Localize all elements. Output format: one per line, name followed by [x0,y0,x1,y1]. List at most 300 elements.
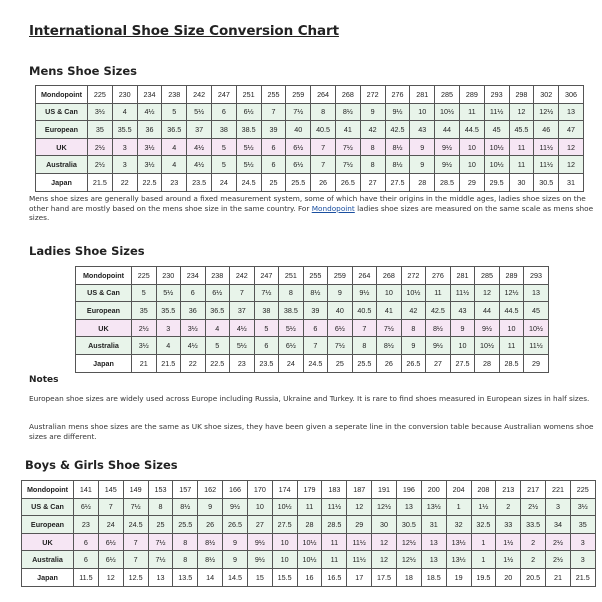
size-cell: 238 [205,267,230,285]
row-label: Australia [22,551,74,569]
size-cell: 10 [272,551,297,569]
size-cell: 45.5 [509,121,534,139]
row-label: UK [76,319,132,337]
size-cell: 10 [499,319,524,337]
size-cell: 3½ [88,103,113,121]
table-row [76,319,549,337]
size-cell: 26 [198,516,223,534]
size-cell: 38.5 [236,121,261,139]
mens-note: Mens shoe sizes are generally based around a fixed measurement system, some of which have their origins in the middle ages, ladies shoe sizes on the other hand are mostly based on the mens shoe size in the same country. For Mondopoint ladies shoe sizes are measured on the same scale as mens shoe sizes. [29,194,594,223]
size-cell: 33.5 [521,516,546,534]
size-cell: 23 [162,173,187,191]
size-cell: 141 [74,481,99,499]
size-cell: 225 [132,267,157,285]
size-cell: 12 [372,533,397,551]
kids-size-table [21,480,596,587]
size-cell: 23.5 [187,173,212,191]
size-cell: 5½ [230,337,255,355]
size-cell: 7½ [123,498,148,516]
size-cell: 4 [112,103,137,121]
mens-size-table [35,85,584,192]
size-cell: 27 [247,516,272,534]
table-row [76,354,549,372]
size-cell: 6 [261,156,286,174]
size-cell: 306 [559,86,584,104]
size-cell: 8 [279,284,304,302]
size-cell: 11½ [322,498,347,516]
size-cell: 30 [509,173,534,191]
size-cell: 41 [377,302,402,320]
size-cell: 35 [88,121,113,139]
size-cell: 289 [459,86,484,104]
size-cell: 36 [181,302,206,320]
size-cell: 9 [410,156,435,174]
size-cell: 157 [173,481,198,499]
size-cell: 17.5 [372,568,397,586]
size-cell: 12 [475,284,500,302]
size-cell: 10½ [524,319,549,337]
size-cell: 25.5 [173,516,198,534]
size-cell: 272 [401,267,426,285]
size-cell: 4½ [181,337,206,355]
size-cell: 10½ [475,337,500,355]
size-cell: 11 [322,533,347,551]
size-cell: 38.5 [279,302,304,320]
table-row [22,481,596,499]
size-cell: 8½ [335,103,360,121]
size-cell: 9½ [426,337,451,355]
size-cell: 22.5 [137,173,162,191]
size-cell: 5 [211,138,236,156]
size-cell: 28.5 [499,354,524,372]
size-cell: 8½ [426,319,451,337]
size-cell: 242 [230,267,255,285]
size-cell: 7½ [335,156,360,174]
row-label: UK [36,138,88,156]
size-cell: 21.5 [156,354,181,372]
ladies-size-table [75,266,549,373]
size-cell: 29.5 [484,173,509,191]
size-cell: 204 [446,481,471,499]
size-cell: 34 [546,516,571,534]
size-cell: 30.5 [396,516,421,534]
notes-paragraph-2: Australian mens shoe sizes are the same as UK shoe sizes, they have been given a seperate line in the conversion table because Australian womens shoe sizes are different. [29,422,594,441]
size-cell: 9 [360,103,385,121]
size-cell: 8 [360,156,385,174]
size-cell: 191 [372,481,397,499]
size-cell: 10½ [272,498,297,516]
size-cell: 11 [297,498,322,516]
size-cell: 11 [322,551,347,569]
row-label: Australia [76,337,132,355]
row-label: Japan [76,354,132,372]
size-cell: 6 [181,284,206,302]
size-cell: 26.5 [223,516,248,534]
size-cell: 10½ [297,551,322,569]
size-cell: 6 [74,551,99,569]
size-cell: 18 [396,568,421,586]
size-cell: 18.5 [421,568,446,586]
size-cell: 3 [112,156,137,174]
size-cell: 187 [347,481,372,499]
table-row [36,86,584,104]
size-cell: 221 [546,481,571,499]
row-label: US & Can [36,103,88,121]
size-cell: 2 [496,498,521,516]
size-cell: 6½ [328,319,353,337]
size-cell: 12 [509,103,534,121]
size-cell: 9 [450,319,475,337]
size-cell: 9 [410,138,435,156]
size-cell: 28.5 [322,516,347,534]
size-cell: 9 [223,551,248,569]
size-cell: 10 [459,156,484,174]
size-cell: 20 [496,568,521,586]
mens-heading: Mens Shoe Sizes [29,64,138,78]
row-label: Mondopoint [76,267,132,285]
size-cell: 6 [303,319,328,337]
notes-heading: Notes [29,375,59,385]
table-row [36,103,584,121]
size-cell: 200 [421,481,446,499]
size-cell: 45 [484,121,509,139]
size-cell: 42.5 [426,302,451,320]
size-cell: 259 [328,267,353,285]
size-cell: 32.5 [471,516,496,534]
size-cell: 25 [148,516,173,534]
size-cell: 225 [88,86,113,104]
size-cell: 268 [377,267,402,285]
size-cell: 13.5 [173,568,198,586]
size-cell: 39 [261,121,286,139]
row-label: Mondopoint [36,86,88,104]
size-cell: 272 [360,86,385,104]
size-cell: 13½ [446,533,471,551]
size-cell: 285 [435,86,460,104]
size-cell: 40.5 [352,302,377,320]
size-cell: 25 [328,354,353,372]
size-cell: 8½ [198,533,223,551]
size-cell: 6½ [205,284,230,302]
row-label: European [76,302,132,320]
table-row [76,284,549,302]
size-cell: 170 [247,481,272,499]
size-cell: 2½ [88,156,113,174]
size-cell: 6½ [236,103,261,121]
size-cell: 11½ [450,284,475,302]
size-cell: 22.5 [205,354,230,372]
size-cell: 23 [74,516,99,534]
size-cell: 32 [446,516,471,534]
size-cell: 289 [499,267,524,285]
row-label: UK [22,533,74,551]
size-cell: 2½ [132,319,157,337]
size-cell: 9½ [385,103,410,121]
size-cell: 9½ [223,498,248,516]
table-row [36,138,584,156]
size-cell: 3½ [132,337,157,355]
size-cell: 10½ [484,138,509,156]
size-cell: 5½ [279,319,304,337]
size-cell: 7 [98,498,123,516]
size-cell: 22 [112,173,137,191]
size-cell: 7½ [286,103,311,121]
size-cell: 24 [98,516,123,534]
table-row [36,121,584,139]
size-cell: 230 [156,267,181,285]
notes-paragraph-1: European shoe sizes are widely used across Europe including Russia, Ukraine and Turkey. It is rare to find shoes measured in European sizes in half sizes. [29,394,590,403]
size-cell: 5 [132,284,157,302]
row-label: European [36,121,88,139]
size-cell: 9½ [435,138,460,156]
size-cell: 145 [98,481,123,499]
size-cell: 37 [230,302,255,320]
size-cell: 28 [410,173,435,191]
size-cell: 27.5 [450,354,475,372]
size-cell: 6 [74,533,99,551]
size-cell: 12½ [499,284,524,302]
size-cell: 26 [311,173,336,191]
table-row [36,156,584,174]
size-cell: 3½ [181,319,206,337]
size-cell: 15 [247,568,272,586]
size-cell: 21 [546,568,571,586]
size-cell: 11½ [347,551,372,569]
size-cell: 3 [570,533,595,551]
size-cell: 9 [198,498,223,516]
size-cell: 1 [446,498,471,516]
size-cell: 30.5 [534,173,559,191]
size-cell: 3 [156,319,181,337]
size-cell: 1½ [471,498,496,516]
size-cell: 40 [328,302,353,320]
size-cell: 3½ [570,498,595,516]
size-cell: 4½ [187,156,212,174]
size-cell: 30 [372,516,397,534]
size-cell: 6½ [286,156,311,174]
size-cell: 12 [559,138,584,156]
size-cell: 153 [148,481,173,499]
size-cell: 7 [311,138,336,156]
size-cell: 36 [137,121,162,139]
size-cell: 298 [509,86,534,104]
mondopoint-link[interactable]: Mondopoint [311,203,355,213]
size-cell: 281 [450,267,475,285]
size-cell: 234 [181,267,206,285]
size-cell: 10 [272,533,297,551]
size-cell: 242 [187,86,212,104]
size-cell: 28 [297,516,322,534]
size-cell: 19.5 [471,568,496,586]
size-cell: 11½ [534,138,559,156]
size-cell: 44 [475,302,500,320]
size-cell: 6½ [98,533,123,551]
size-cell: 196 [396,481,421,499]
size-cell: 24 [211,173,236,191]
size-cell: 4½ [230,319,255,337]
size-cell: 3½ [137,138,162,156]
size-cell: 208 [471,481,496,499]
size-cell: 174 [272,481,297,499]
size-cell: 5½ [187,103,212,121]
size-cell: 230 [112,86,137,104]
size-cell: 13 [524,284,549,302]
size-cell: 11½ [524,337,549,355]
size-cell: 8½ [377,337,402,355]
row-label: Japan [36,173,88,191]
size-cell: 40 [286,121,311,139]
size-cell: 238 [162,86,187,104]
size-cell: 26 [377,354,402,372]
size-cell: 21.5 [570,568,595,586]
size-cell: 10 [450,337,475,355]
size-cell: 12½ [534,103,559,121]
size-cell: 10 [410,103,435,121]
size-cell: 276 [426,267,451,285]
size-cell: 11½ [484,103,509,121]
size-cell: 5 [162,103,187,121]
size-cell: 9 [223,533,248,551]
size-cell: 41 [335,121,360,139]
size-cell: 10 [247,498,272,516]
size-cell: 27.5 [272,516,297,534]
size-cell: 13½ [421,498,446,516]
size-cell: 25.5 [286,173,311,191]
size-cell: 2½ [546,551,571,569]
table-row [22,516,596,534]
row-label: US & Can [22,498,74,516]
size-cell: 4 [162,138,187,156]
size-cell: 2½ [521,498,546,516]
size-cell: 27.5 [385,173,410,191]
size-cell: 11 [459,103,484,121]
size-cell: 281 [410,86,435,104]
size-cell: 7½ [335,138,360,156]
size-cell: 46 [534,121,559,139]
size-cell: 43 [410,121,435,139]
size-cell: 35 [132,302,157,320]
size-cell: 9½ [435,156,460,174]
size-cell: 10½ [435,103,460,121]
size-cell: 10½ [401,284,426,302]
size-cell: 47 [559,121,584,139]
size-cell: 9 [328,284,353,302]
size-cell: 255 [261,86,286,104]
size-cell: 6½ [98,551,123,569]
size-cell: 37 [187,121,212,139]
size-cell: 13½ [446,551,471,569]
size-cell: 3½ [137,156,162,174]
size-cell: 11½ [534,156,559,174]
table-row [22,533,596,551]
size-cell: 13 [559,103,584,121]
size-cell: 3 [112,138,137,156]
size-cell: 264 [311,86,336,104]
size-cell: 8 [401,319,426,337]
size-cell: 25 [261,173,286,191]
size-cell: 23 [230,354,255,372]
size-cell: 217 [521,481,546,499]
size-cell: 16 [297,568,322,586]
size-cell: 13 [396,498,421,516]
size-cell: 19 [446,568,471,586]
size-cell: 8½ [198,551,223,569]
size-cell: 21.5 [88,173,113,191]
size-cell: 5 [205,337,230,355]
size-cell: 11.5 [74,568,99,586]
size-cell: 8½ [173,498,198,516]
size-cell: 7½ [254,284,279,302]
table-row [76,337,549,355]
size-cell: 2 [521,551,546,569]
size-cell: 14.5 [223,568,248,586]
size-cell: 44.5 [499,302,524,320]
size-cell: 6 [261,138,286,156]
size-cell: 264 [352,267,377,285]
size-cell: 276 [385,86,410,104]
size-cell: 24.5 [236,173,261,191]
size-cell: 179 [297,481,322,499]
size-cell: 33 [496,516,521,534]
size-cell: 24 [279,354,304,372]
size-cell: 1 [471,551,496,569]
size-cell: 9½ [475,319,500,337]
size-cell: 29 [459,173,484,191]
size-cell: 7 [303,337,328,355]
size-cell: 12 [347,498,372,516]
size-cell: 293 [484,86,509,104]
table-row [22,568,596,586]
size-cell: 6 [211,103,236,121]
size-cell: 16.5 [322,568,347,586]
size-cell: 38 [254,302,279,320]
size-cell: 8 [352,337,377,355]
size-cell: 302 [534,86,559,104]
size-cell: 12.5 [123,568,148,586]
size-cell: 5 [211,156,236,174]
size-cell: 28.5 [435,173,460,191]
size-cell: 162 [198,481,223,499]
size-cell: 293 [524,267,549,285]
size-cell: 11 [509,156,534,174]
size-cell: 255 [303,267,328,285]
size-cell: 183 [322,481,347,499]
size-cell: 26.5 [401,354,426,372]
size-cell: 11 [509,138,534,156]
size-cell: 25.5 [352,354,377,372]
size-cell: 1½ [496,551,521,569]
size-cell: 9 [401,337,426,355]
size-cell: 24.5 [123,516,148,534]
size-cell: 12½ [372,498,397,516]
table-row [36,173,584,191]
size-cell: 9½ [352,284,377,302]
size-cell: 213 [496,481,521,499]
size-cell: 4½ [137,103,162,121]
size-cell: 6 [254,337,279,355]
size-cell: 29 [347,516,372,534]
size-cell: 35 [570,516,595,534]
size-cell: 5½ [156,284,181,302]
size-cell: 6½ [286,138,311,156]
size-cell: 42.5 [385,121,410,139]
size-cell: 7 [123,551,148,569]
size-cell: 36.5 [205,302,230,320]
size-cell: 13 [148,568,173,586]
size-cell: 42 [360,121,385,139]
size-cell: 259 [286,86,311,104]
size-cell: 3 [546,498,571,516]
